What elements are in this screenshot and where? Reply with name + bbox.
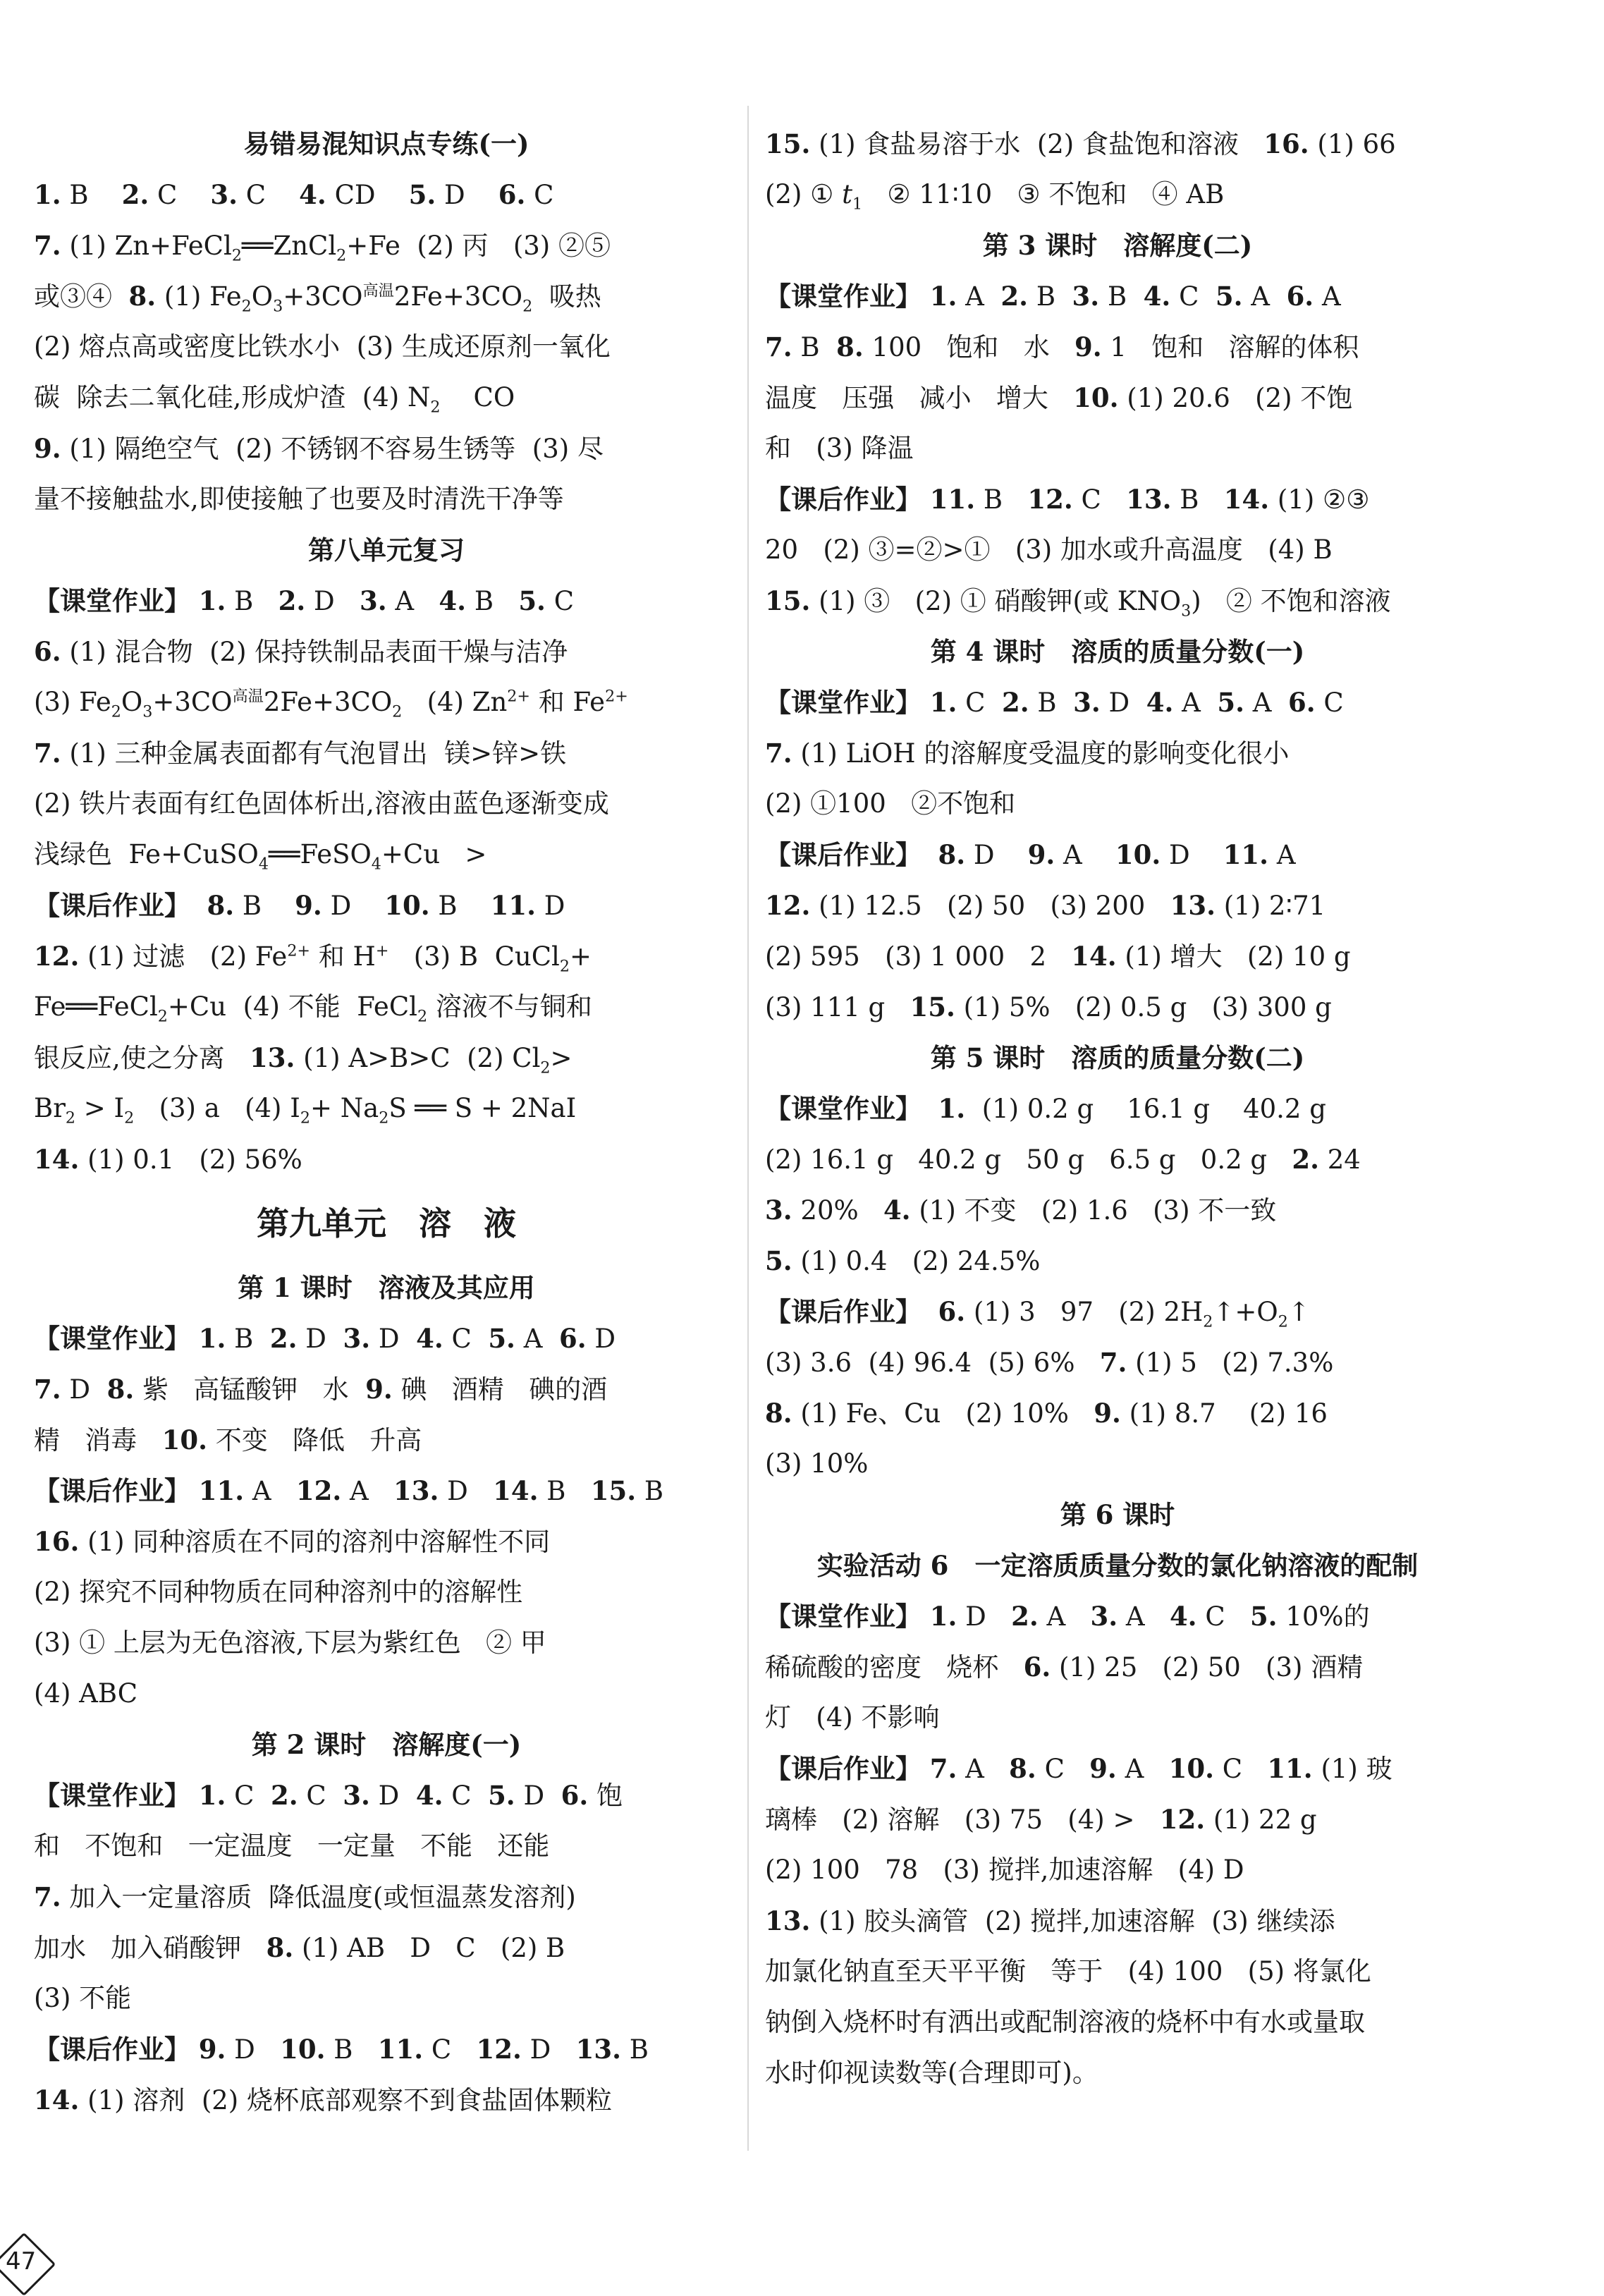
answer-line: 16. (1) 同种溶质在不同的溶剂中溶解性不同 — [34, 1526, 551, 1557]
answer-line: (2) ①100 ②不饱和 — [765, 788, 1016, 819]
answer-line: 量不接触盐水,即使接触了也要及时清洗干净等 — [34, 484, 564, 514]
answer-line: 碳 除去二氧化硅,形成炉渣 (4) $N_2$ CO — [34, 382, 515, 417]
answer-line: 灯 (4) 不影响 — [765, 1702, 940, 1733]
answer-line: 【课堂作业】 1. B 2. D 3. D 4. C 5. A 6. D — [34, 1323, 616, 1354]
answer-line: 水时仰视读数等(合理即可)。 — [765, 2058, 1098, 2088]
answer-line: (2) 16.1 g 40.2 g 50 g 6.5 g 0.2 g 2. 24 — [765, 1144, 1361, 1175]
answer-line: 【课后作业】 11. B 12. C 13. B 14. (1) ②③ — [765, 484, 1370, 515]
answer-line: 12. (1) 过滤 (2) $Fe^{2+}$ 和 H+ (3) B CuCl$_2$+ — [34, 941, 592, 976]
answer-line: 银反应,使之分离 13. (1) A>B>C (2) $Cl_2>$ — [34, 1042, 573, 1077]
answer-line: 7. (1) 三种金属表面都有气泡冒出 镁>锌>铁 — [34, 738, 567, 769]
section-heading: 第 6 课时 — [1060, 1499, 1175, 1530]
answer-line: 7. 加入一定量溶质 降低温度(或恒温蒸发溶剂) — [34, 1881, 576, 1912]
answer-line: 加氯化钠直至天平平衡 等于 (4) 100 (5) 将氯化 — [765, 1956, 1371, 1986]
answer-line: 【课堂作业】 1. B 2. D 3. A 4. B 5. C — [34, 585, 575, 616]
column-divider — [747, 106, 749, 2151]
answer-line: 钠倒入烧杯时有洒出或配制溶液的烧杯中有水或量取 — [765, 2007, 1365, 2037]
answer-line: $Br_2 > I_2$ (3) a (4) $I_2+ Na_2S$ ══ S + 2NaI — [34, 1093, 577, 1128]
answer-line: 温度 压强 减小 增大 10. (1) 20.6 (2) 不饱 — [765, 382, 1353, 413]
left-column — [34, 118, 739, 2125]
answer-line: 1. B 2. C 3. C 4. CD 5. D 6. C — [34, 179, 554, 210]
answer-line: 和 (3) 降温 — [765, 433, 914, 463]
answer-line: (2) 探究不同种物质在同种溶剂中的溶解性 — [34, 1577, 523, 1607]
answer-line: 【课后作业】 11. A 12. A 13. D 14. B 15. B — [34, 1475, 664, 1506]
right-column — [765, 118, 1470, 2099]
page-number: 47 — [6, 2247, 37, 2276]
section-heading: 第 3 课时 溶解度(二) — [982, 230, 1253, 261]
answer-line: 9. (1) 隔绝空气 (2) 不锈钢不容易生锈等 (3) 尽 — [34, 433, 604, 464]
answer-line: 7. B 8. 100 饱和 水 9. 1 饱和 溶解的体积 — [765, 331, 1359, 362]
section-heading: 第 5 课时 溶质的质量分数(二) — [930, 1042, 1305, 1073]
answer-line: 稀硫酸的密度 烧杯 6. (1) 25 (2) 50 (3) 酒精 — [765, 1651, 1364, 1683]
answer-line: 【课堂作业】 1. C 2. C 3. D 4. C 5. D 6. 饱 — [34, 1780, 623, 1811]
answer-line: 浅绿色 Fe+CuSO$_4$══FeSO$_4$+Cu > — [34, 839, 487, 874]
answer-line: (2) 铁片表面有红色固体析出,溶液由蓝色逐渐变成 — [34, 788, 609, 819]
answer-line: 【课堂作业】 1. (1) 0.2 g 16.1 g 40.2 g — [765, 1093, 1326, 1124]
answer-line: 7. (1) LiOH 的溶解度受温度的影响变化很小 — [765, 738, 1290, 769]
answer-line: 【课堂作业】 1. D 2. A 3. A 4. C 5. 10%的 — [765, 1601, 1370, 1632]
section-heading: 第 1 课时 溶液及其应用 — [238, 1272, 535, 1303]
unit-title: 第九单元 溶 液 — [257, 1204, 516, 1242]
answer-line: 20 (2) ③=②>① (3) 加水或升高温度 (4) B — [765, 535, 1333, 565]
answer-line: 【课后作业】 6. (1) 3 97 (2) $2H_2↑+O_2↑$ — [765, 1296, 1310, 1331]
answer-line: 璃棒 (2) 溶解 (3) 75 (4) > 12. (1) 22 g — [765, 1804, 1317, 1835]
answer-line: 【课堂作业】 1. A 2. B 3. B 4. C 5. A 6. A — [765, 281, 1341, 312]
answer-line: 【课后作业】 8. B 9. D 10. B 11. D — [34, 890, 565, 921]
answer-line: 13. (1) 胶头滴管 (2) 搅拌,加速溶解 (3) 继续添 — [765, 1905, 1335, 1936]
answer-line: 【课堂作业】 1. C 2. B 3. D 4. A 5. A 6. C — [765, 687, 1344, 718]
answer-line: (3) 不能 — [34, 1983, 132, 2013]
answer-line: 8. (1) Fe、Cu (2) 10% 9. (1) 8.7 (2) 16 — [765, 1398, 1328, 1429]
section-heading: 第八单元复习 — [308, 535, 465, 566]
answer-line: Fe══FeCl$_2$+Cu (4) 不能 FeCl$_2$ 溶液不与铜和 — [34, 991, 592, 1026]
answer-line: 12. (1) 12.5 (2) 50 (3) 200 13. (1) 2∶71 — [765, 890, 1326, 921]
answer-line: (3) $Fe_2O_3+3CO^{高温}2Fe+3CO_2$ (4) $Zn^{2+}$ 和 $Fe^{2+}$ — [34, 687, 628, 721]
answer-line: 14. (1) 溶剂 (2) 烧杯底部观察不到食盐固体颗粒 — [34, 2084, 613, 2115]
answer-line: (2) 熔点高或密度比铁水小 (3) 生成还原剂一氧化 — [34, 331, 611, 362]
answer-line: (3) 3.6 (4) 96.4 (5) 6% 7. (1) 5 (2) 7.3% — [765, 1347, 1334, 1378]
answer-line: 【课后作业】 7. A 8. C 9. A 10. C 11. (1) 玻 — [765, 1753, 1392, 1784]
answer-line: (2) ① $t_1$ ② 11∶10 ③ 不饱和 ④ AB — [765, 179, 1225, 214]
section-heading: 第 2 课时 溶解度(一) — [251, 1729, 522, 1760]
answer-line: (3) 10% — [765, 1448, 869, 1479]
answer-line: (2) 595 (3) 1 000 2 14. (1) 增大 (2) 10 g — [765, 941, 1351, 972]
answer-line: 精 消毒 10. 不变 降低 升高 — [34, 1424, 422, 1455]
section-heading: 易错易混知识点专练(一) — [243, 128, 529, 159]
answer-line: (2) 100 78 (3) 搅拌,加速溶解 (4) D — [765, 1855, 1244, 1885]
answer-line: (4) ABC — [34, 1678, 138, 1709]
answer-line: 加水 加入硝酸钾 8. (1) AB D C (2) B — [34, 1932, 565, 1963]
answer-line: 6. (1) 混合物 (2) 保持铁制品表面干燥与洁净 — [34, 636, 568, 667]
answer-line: 【课后作业】 8. D 9. A 10. D 11. A — [765, 839, 1296, 870]
answer-line: 5. (1) 0.4 (2) 24.5% — [765, 1245, 1041, 1276]
answer-line: 【课后作业】 9. D 10. B 11. C 12. D 13. B — [34, 2034, 649, 2065]
section-heading: 第 4 课时 溶质的质量分数(一) — [930, 636, 1305, 667]
answer-line: (3) ① 上层为无色溶液,下层为紫红色 ② 甲 — [34, 1628, 546, 1658]
answer-line: 15. (1) 食盐易溶于水 (2) 食盐饱和溶液 16. (1) 66 — [765, 128, 1396, 159]
answer-line: 7. D 8. 紫 高锰酸钾 水 9. 碘 酒精 碘的酒 — [34, 1374, 608, 1405]
answer-line: 14. (1) 0.1 (2) 56% — [34, 1144, 302, 1175]
section-heading: 实验活动 6 一定溶质质量分数的氯化钠溶液的配制 — [816, 1550, 1419, 1581]
answer-line: 3. 20% 4. (1) 不变 (2) 1.6 (3) 不一致 — [765, 1195, 1277, 1226]
page-number-badge — [0, 2236, 63, 2292]
answer-line: 15. (1) ③ (2) ① 硝酸钾(或 $KNO_3$) ② 不饱和溶液 — [765, 585, 1391, 621]
answer-line: 和 不饱和 一定温度 一定量 不能 还能 — [34, 1831, 550, 1861]
answer-line: (3) 111 g 15. (1) 5% (2) 0.5 g (3) 300 g — [765, 991, 1332, 1022]
answer-line: 或③④ 8. (1) $Fe_2O_3+3CO^{高温}2Fe+3CO_2$ 吸热 — [34, 281, 601, 316]
answer-line: 7. (1) Zn+FeCl$_2$══ZnCl$_2$+Fe (2) 丙 (3) ②⑤ — [34, 230, 611, 265]
